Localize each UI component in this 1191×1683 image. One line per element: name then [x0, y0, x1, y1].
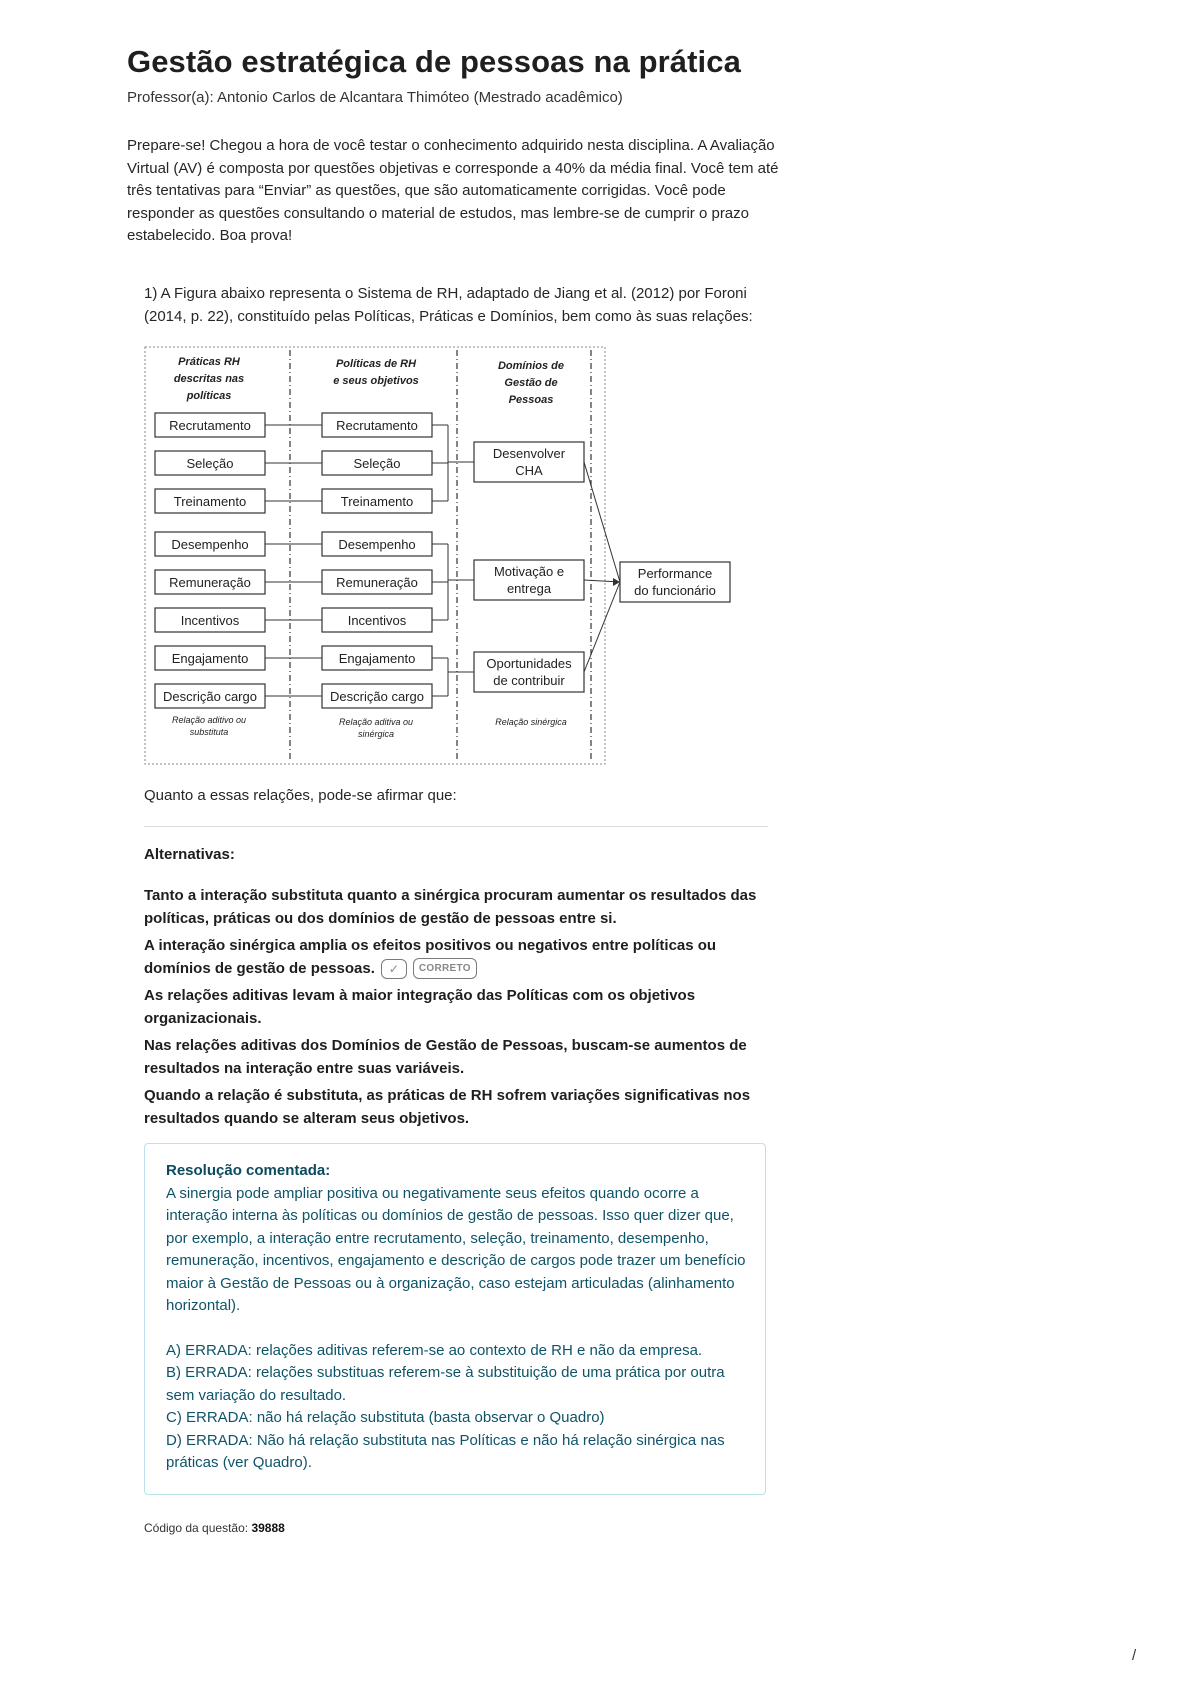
resolution-box	[144, 1143, 766, 1495]
policy-label: Recrutamento	[336, 418, 418, 433]
domain-label: de contribuir	[493, 673, 565, 688]
resolution-item-d: D) ERRADA: Não há relação substituta nas Políticas e não há relação sinérgica nas práticas (ver Quadro).	[166, 1431, 725, 1471]
policy-label: Seleção	[353, 456, 401, 471]
col3-header: Gestão de	[504, 377, 558, 389]
policy-label: Descrição cargo	[330, 689, 424, 704]
domain-label: CHA	[515, 463, 543, 478]
resolution-item-a: A) ERRADA: relações aditivas referem-se ao contexto de RH e não da empresa.	[166, 1341, 703, 1359]
policy-label: Desempenho	[338, 537, 416, 552]
alternative-d[interactable]: Nas relações aditivas dos Domínios de Gestão de Pessoas, buscam-se aumentos de resultados na interação entre suas variáveis.	[144, 1037, 747, 1077]
practice-label: Seleção	[186, 456, 234, 471]
practice-label: Desempenho	[171, 537, 249, 552]
page-title: Gestão estratégica de pessoas na prática	[127, 44, 741, 79]
intro-paragraph: Prepare-se! Chegou a hora de você testar o conhecimento adquirido nesta disciplina. A Avaliação Virtual (AV) é composta por questões objetivas e corresponde a 40% da média final. Você tem até três tentativas para “Enviar” as questões, que são automaticamente corrigidas. Você pode responder as questões consultando o material de estudos, mas lembre-se de cumprir o prazo estabelecido. Boa prova!	[127, 137, 779, 244]
practice-label: Remuneração	[169, 575, 251, 590]
resolution-title: Resolução comentada:	[166, 1162, 331, 1179]
practice-label: Incentivos	[180, 613, 240, 628]
col2-header: e seus objetivos	[333, 375, 419, 387]
outcome-label: do funcionário	[634, 583, 716, 598]
col2-footer: sinérgica	[357, 729, 395, 739]
domain-label: entrega	[506, 581, 552, 596]
professor-line: Professor(a): Antonio Carlos de Alcantara Thimóteo (Mestrado acadêmico)	[127, 89, 623, 106]
policy-label: Incentivos	[347, 613, 407, 628]
domain-label: Desenvolver	[492, 446, 566, 461]
col1-header: Práticas RH	[178, 356, 240, 368]
col2-header: Políticas de RH	[335, 358, 417, 370]
question-follow-up: Quanto a essas relações, pode-se afirmar que:	[144, 787, 457, 804]
alternative-c[interactable]: As relações aditivas levam à maior integração das Políticas com os objetivos organizacionais.	[144, 987, 696, 1027]
col3-footer: Relação sinérgica	[495, 717, 567, 727]
policy-label: Engajamento	[338, 651, 416, 666]
alternative-a[interactable]: Tanto a interação substituta quanto a sinérgica procuram aumentar os resultados das políticas, práticas ou dos domínios de gestão de pessoas entre si.	[144, 887, 757, 927]
hr-system-diagram	[144, 346, 744, 765]
col1-footer: Relação aditivo ou	[171, 715, 247, 725]
practice-label: Treinamento	[173, 494, 247, 509]
page-number: /	[1132, 1647, 1137, 1664]
practice-label: Engajamento	[171, 651, 249, 666]
correct-badge: CORRETO	[413, 958, 477, 979]
alternatives-heading: Alternativas:	[144, 846, 235, 863]
hr-system-figure	[144, 346, 744, 765]
convergence-line	[584, 582, 620, 672]
question-code-value: 39888	[251, 1521, 285, 1535]
divider	[144, 826, 768, 827]
col1-header: descritas nas	[173, 373, 245, 385]
convergence-line	[584, 462, 620, 582]
practice-label: Recrutamento	[169, 418, 251, 433]
col3-header: Domínios de	[497, 360, 565, 372]
alternative-b[interactable]: A interação sinérgica amplia os efeitos positivos ou negativos entre políticas ou domínios de gestão de pessoas. ✓ CORRETO	[144, 935, 764, 980]
practice-label: Descrição cargo	[163, 689, 257, 704]
domain-label: Motivação e	[493, 564, 565, 579]
question-code: Código da questão: 39888	[144, 1521, 285, 1535]
policy-label: Treinamento	[340, 494, 414, 509]
col2-footer: Relação aditiva ou	[338, 717, 414, 727]
question-text: 1) A Figura abaixo representa o Sistema de RH, adaptado de Jiang et al. (2012) por Foroni (2014, p. 22), constituído pelas Políticas, Práticas e Domínios, bem como às suas relações:	[144, 285, 753, 325]
alternatives-list	[144, 885, 764, 1135]
alternative-e[interactable]: Quando a relação é substituta, as práticas de RH sofrem variações significativas nos resultados quando se alteram seus objetivos.	[144, 1087, 751, 1127]
resolution-body: A sinergia pode ampliar positiva ou negativamente seus efeitos quando ocorre a interação interna às políticas ou domínios de gestão de pessoas. Isso quer dizer que, por exemplo, a interação entre recrutamento, seleção, treinamento, desempenho, remuneração, incentivos, engajamento e descrição de cargos pode trazer um benefício maior à Gestão de Pessoas ou à organização, caso estejam articuladas (alinhamento horizontal).	[166, 1184, 746, 1314]
policy-label: Remuneração	[336, 575, 418, 590]
col3-header: Pessoas	[508, 394, 554, 406]
col1-header: políticas	[186, 390, 232, 402]
col1-footer: substituta	[189, 727, 229, 737]
domain-label: Oportunidades	[486, 656, 572, 671]
check-icon: ✓	[381, 959, 407, 979]
resolution-item-b: B) ERRADA: relações substituas referem-se à substituição de uma prática por outra sem variação do resultado.	[166, 1364, 725, 1404]
resolution-item-c: C) ERRADA: não há relação substituta (basta observar o Quadro)	[166, 1409, 605, 1426]
outcome-label: Performance	[637, 566, 713, 581]
